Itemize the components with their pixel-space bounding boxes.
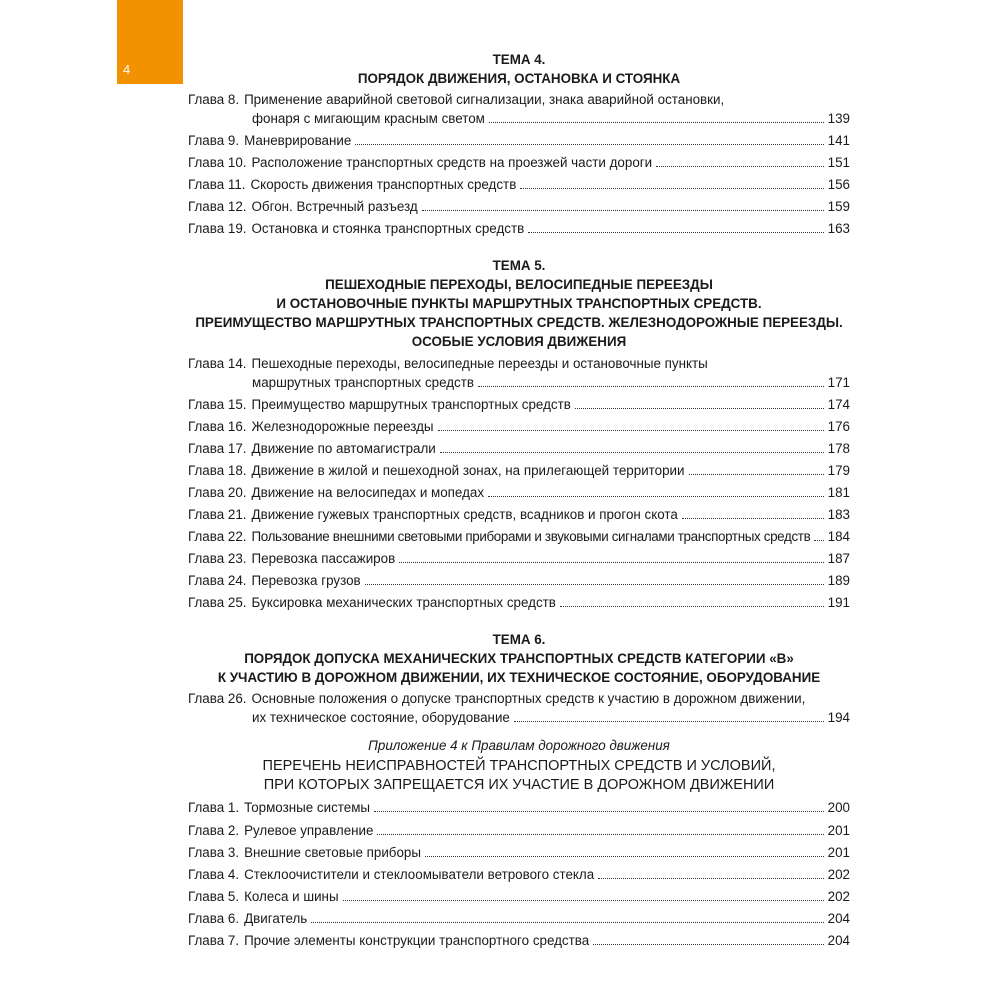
chapter-number: Глава 23. <box>188 551 247 566</box>
topic-number: ТЕМА 6. <box>492 632 546 647</box>
chapter-number: Глава 12. <box>188 199 247 214</box>
page-ref: 174 <box>827 397 850 412</box>
chapter-number: Глава 19. <box>188 221 247 236</box>
toc-entry[interactable] <box>188 549 850 568</box>
chapter-title: Пользование внешними световыми приборами и звуковыми сигналами транспортных средств <box>251 529 811 544</box>
chapter-title-continued: маршрутных транспортных средств <box>252 375 474 390</box>
topic-title-line: ПОРЯДОК ДОПУСКА МЕХАНИЧЕСКИХ ТРАНСПОРТНЫХ СРЕДСТВ КАТЕГОРИИ «В» <box>244 651 794 666</box>
chapter-number: Глава 11. <box>188 177 246 192</box>
toc-entry[interactable] <box>188 90 850 128</box>
toc-entry[interactable] <box>188 461 850 480</box>
chapter-title: Скорость движения транспортных средств <box>250 177 517 192</box>
leader-dots <box>343 900 824 901</box>
chapter-title: Тормозные системы <box>244 800 371 815</box>
chapter-title: Движение в жилой и пешеходной зонах, на прилегающей территории <box>251 463 685 478</box>
chapter-title: Перевозка грузов <box>251 573 361 588</box>
chapter-title: Движение на велосипедах и мопедах <box>251 485 485 500</box>
topic-4-heading <box>188 50 850 88</box>
topic-title-line: И ОСТАНОВОЧНЫЕ ПУНКТЫ МАРШРУТНЫХ ТРАНСПОРТНЫХ СРЕДСТВ. <box>276 296 762 311</box>
page-ref: 191 <box>827 595 850 610</box>
page-ref: 139 <box>827 111 850 126</box>
chapter-number: Глава 16. <box>188 419 247 434</box>
chapter-number: Глава 1. <box>188 800 240 815</box>
toc-entry[interactable] <box>188 153 850 172</box>
chapter-number: Глава 26. <box>188 691 247 706</box>
chapter-title-continued: их техническое состояние, оборудование <box>252 710 510 725</box>
chapter-number: Глава 5. <box>188 889 240 904</box>
chapter-title: Стеклоочистители и стеклоомыватели ветрового стекла <box>244 867 595 882</box>
leader-dots <box>488 496 824 497</box>
leader-dots <box>425 856 824 857</box>
page-ref: 178 <box>827 441 850 456</box>
page-ref: 163 <box>827 221 850 236</box>
toc-entry[interactable] <box>188 689 850 727</box>
leader-dots <box>520 188 823 189</box>
chapter-number: Глава 7. <box>188 933 240 948</box>
page-ref: 204 <box>827 911 850 926</box>
page-ref: 201 <box>827 845 850 860</box>
leader-dots <box>514 721 824 722</box>
page-number-tab <box>117 0 183 84</box>
page-ref: 184 <box>827 529 850 544</box>
leader-dots <box>311 922 823 923</box>
topic-6-heading <box>188 630 850 687</box>
topic-number: ТЕМА 4. <box>492 52 546 67</box>
leader-dots <box>440 452 824 453</box>
page-ref: 204 <box>827 933 850 948</box>
chapter-title: Прочие элементы конструкции транспортного средства <box>244 933 590 948</box>
page-ref: 176 <box>827 419 850 434</box>
chapter-title: Применение аварийной световой сигнализации, знака аварийной остановки, <box>244 92 725 107</box>
page-ref: 171 <box>827 375 850 390</box>
page-ref: 201 <box>827 823 850 838</box>
leader-dots <box>814 540 823 541</box>
page-ref: 183 <box>827 507 850 522</box>
toc-entry[interactable] <box>188 354 850 392</box>
toc-entry[interactable] <box>188 505 850 524</box>
chapter-number: Глава 21. <box>188 507 247 522</box>
chapter-title: Перевозка пассажиров <box>251 551 396 566</box>
toc-entry[interactable] <box>188 219 850 238</box>
page-ref: 194 <box>827 710 850 725</box>
leader-dots <box>560 606 824 607</box>
topic-title-line: ПОРЯДОК ДВИЖЕНИЯ, ОСТАНОВКА И СТОЯНКА <box>357 71 681 86</box>
page-ref: 179 <box>827 463 850 478</box>
page-ref: 181 <box>827 485 850 500</box>
toc-entry[interactable] <box>188 931 850 950</box>
toc-entry[interactable] <box>188 571 850 590</box>
toc-entry[interactable] <box>188 175 850 194</box>
toc-entry[interactable] <box>188 821 850 840</box>
chapter-number: Глава 18. <box>188 463 247 478</box>
toc-entry[interactable] <box>188 843 850 862</box>
chapter-title: Пешеходные переходы, велосипедные переезды и остановочные пункты <box>251 356 708 371</box>
appendix-label: Приложение 4 к Правилам дорожного движения <box>368 738 670 753</box>
toc-entry[interactable] <box>188 865 850 884</box>
chapter-number: Глава 4. <box>188 867 240 882</box>
leader-dots <box>478 386 824 387</box>
leader-dots <box>355 144 823 145</box>
page-ref: 159 <box>827 199 850 214</box>
page-number: 4 <box>123 62 131 77</box>
topic-title-line: ПЕШЕХОДНЫЕ ПЕРЕХОДЫ, ВЕЛОСИПЕДНЫЕ ПЕРЕЕЗДЫ <box>325 277 713 292</box>
toc-entry[interactable] <box>188 798 850 817</box>
leader-dots <box>377 834 823 835</box>
topic-title-line: К УЧАСТИЮ В ДОРОЖНОМ ДВИЖЕНИИ, ИХ ТЕХНИЧЕСКОЕ СОСТОЯНИЕ, ОБОРУДОВАНИЕ <box>217 670 821 685</box>
leader-dots <box>656 166 824 167</box>
leader-dots <box>575 408 824 409</box>
chapter-number: Глава 25. <box>188 595 247 610</box>
chapter-title: Маневрирование <box>244 133 352 148</box>
page-ref: 151 <box>827 155 850 170</box>
toc-entry[interactable] <box>188 593 850 612</box>
leader-dots <box>593 944 823 945</box>
toc-entry[interactable] <box>188 131 850 150</box>
chapter-title: Основные положения о допуске транспортных средств к участию в дорожном движении, <box>251 691 806 706</box>
page-ref: 202 <box>827 867 850 882</box>
leader-dots <box>689 474 824 475</box>
toc-entry[interactable] <box>188 909 850 928</box>
chapter-number: Глава 15. <box>188 397 247 412</box>
chapter-title: Обгон. Встречный разъезд <box>251 199 418 214</box>
chapter-number: Глава 9. <box>188 133 240 148</box>
chapter-title: Внешние световые приборы <box>244 845 421 860</box>
chapter-title: Буксировка механических транспортных средств <box>251 595 556 610</box>
chapter-number: Глава 22. <box>188 529 247 544</box>
toc-entry[interactable] <box>188 439 850 458</box>
appendix-title-line: ПРИ КОТОРЫХ ЗАПРЕЩАЕТСЯ ИХ УЧАСТИЕ В ДОРОЖНОМ ДВИЖЕНИИ <box>263 777 775 793</box>
topic-title-line: ОСОБЫЕ УСЛОВИЯ ДВИЖЕНИЯ <box>411 334 627 349</box>
chapter-number: Глава 17. <box>188 441 247 456</box>
appendix-title-line: ПЕРЕЧЕНЬ НЕИСПРАВНОСТЕЙ ТРАНСПОРТНЫХ СРЕДСТВ И УСЛОВИЙ, <box>262 758 776 774</box>
chapter-title-continued: фонаря с мигающим красным светом <box>252 111 485 126</box>
chapter-number: Глава 3. <box>188 845 240 860</box>
chapter-number: Глава 14. <box>188 356 247 371</box>
chapter-number: Глава 8. <box>188 92 240 107</box>
page-ref: 200 <box>827 800 850 815</box>
leader-dots <box>422 210 824 211</box>
chapter-number: Глава 10. <box>188 155 247 170</box>
leader-dots <box>399 562 823 563</box>
chapter-title: Преимущество маршрутных транспортных средств <box>251 397 571 412</box>
topic-title-line: ПРЕИМУЩЕСТВО МАРШРУТНЫХ ТРАНСПОРТНЫХ СРЕДСТВ. ЖЕЛЕЗНОДОРОЖНЫЕ ПЕРЕЕЗДЫ. <box>195 315 843 330</box>
page-ref: 202 <box>827 889 850 904</box>
toc-entry[interactable] <box>188 887 850 906</box>
toc-entry[interactable] <box>188 527 850 546</box>
chapter-title: Расположение транспортных средств на проезжей части дороги <box>251 155 653 170</box>
page-ref: 189 <box>827 573 850 588</box>
chapter-title: Колеса и шины <box>244 889 339 904</box>
page-ref: 187 <box>827 551 850 566</box>
chapter-title: Рулевое управление <box>244 823 374 838</box>
toc-entry[interactable] <box>188 197 850 216</box>
topic-5-heading <box>188 256 850 351</box>
chapter-title: Железнодорожные переезды <box>251 419 434 434</box>
leader-dots <box>438 430 824 431</box>
chapter-title: Движение по автомагистрали <box>251 441 436 456</box>
leader-dots <box>489 122 824 123</box>
chapter-number: Глава 20. <box>188 485 247 500</box>
topic-number: ТЕМА 5. <box>492 258 546 273</box>
leader-dots <box>365 584 824 585</box>
leader-dots <box>528 232 823 233</box>
chapter-title: Двигатель <box>244 911 308 926</box>
page-ref: 141 <box>827 133 850 148</box>
chapter-number: Глава 6. <box>188 911 240 926</box>
leader-dots <box>682 518 824 519</box>
chapter-title: Движение гужевых транспортных средств, всадников и прогон скота <box>251 507 678 522</box>
page-ref: 156 <box>827 177 850 192</box>
chapter-title: Остановка и стоянка транспортных средств <box>251 221 525 236</box>
chapter-number: Глава 24. <box>188 573 247 588</box>
leader-dots <box>374 811 824 812</box>
leader-dots <box>598 878 823 879</box>
toc-entry[interactable] <box>188 417 850 436</box>
toc-entry[interactable] <box>188 395 850 414</box>
appendix-title <box>188 757 850 795</box>
toc-entry[interactable] <box>188 483 850 502</box>
chapter-number: Глава 2. <box>188 823 240 838</box>
